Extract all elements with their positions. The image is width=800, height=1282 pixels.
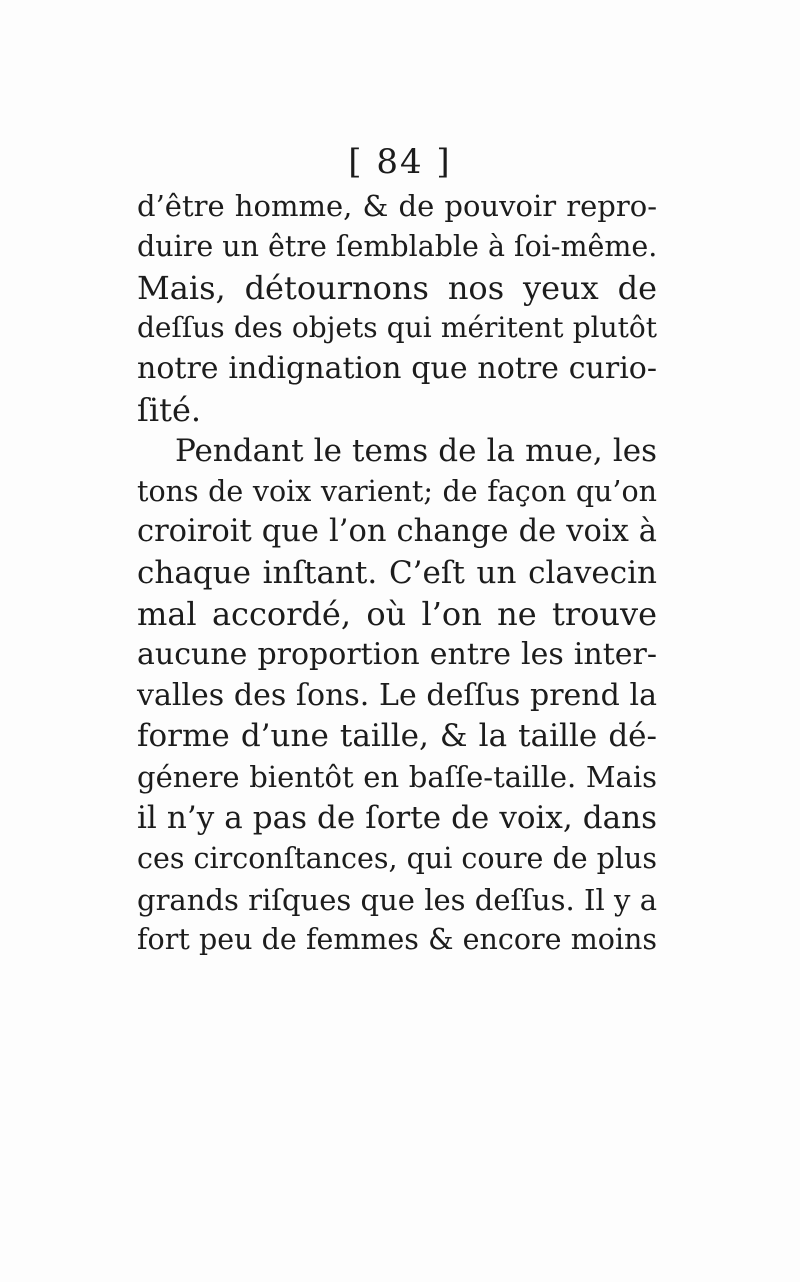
text-line: valles des ſons. Le deſſus prend la: [137, 677, 657, 713]
text-line: deſſus des objets qui méritent plutôt: [137, 311, 657, 345]
text-line: ſité.: [137, 390, 202, 429]
text-line: duire un être ſemblable à ſoi-même.: [137, 229, 658, 263]
text-line: génere bientôt en baſſe-taille. Mais: [137, 760, 657, 795]
page-number-header: [ 84 ]: [348, 142, 452, 182]
text-line: tons de voix varient; de façon qu’on: [137, 474, 657, 508]
text-line: mal accordé, où l’on ne trouve: [137, 594, 657, 633]
text-line: d’être homme, & de pouvoir repro-: [137, 189, 657, 223]
text-line: aucune proportion entre les inter-: [137, 636, 657, 672]
text-line: chaque inſtant. C’eſt un clavecin: [137, 555, 657, 592]
text-line: fort peu de femmes & encore moins: [137, 923, 657, 957]
text-line: Pendant le tems de la mue, les: [175, 432, 657, 469]
text-line: il n’y a pas de ſorte de voix, dans: [137, 799, 657, 836]
text-line: notre indignation que notre curio-: [137, 351, 657, 387]
text-line: Mais, détournons nos yeux de: [137, 268, 657, 307]
text-line: croiroit que l’on change de voix à: [137, 514, 657, 550]
text-line: forme d’une taille, & la taille dé-: [137, 718, 657, 755]
body-text: [137, 186, 657, 961]
text-line: grands riſques que les deſſus. Il y a: [137, 882, 657, 917]
text-line: ces circonſtances, qui coure de plus: [137, 841, 657, 875]
